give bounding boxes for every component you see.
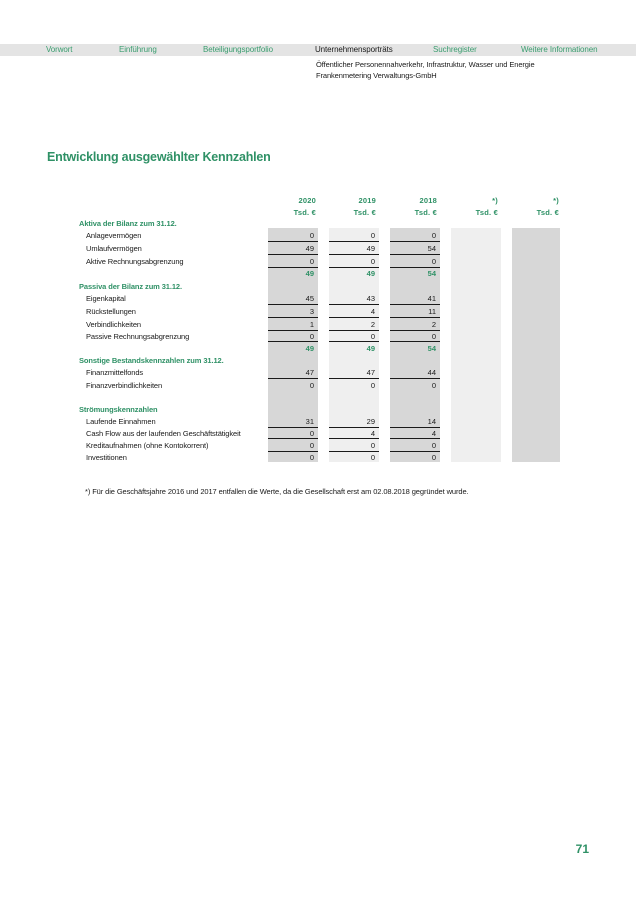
column-header-unit: Tsd. € — [414, 208, 437, 217]
value-2018: 4 — [431, 429, 436, 438]
value-2019: 0 — [370, 231, 375, 240]
value-2018: 0 — [431, 453, 436, 462]
column-header-unit: Tsd. € — [475, 208, 498, 217]
value-2018: 0 — [431, 441, 436, 450]
company-name: Frankenmetering Verwaltungs-GmbH — [316, 71, 437, 80]
total-2018: 54 — [427, 269, 436, 278]
section-title: Sonstige Bestandskennzahlen zum 31.12. — [79, 356, 224, 365]
column-header-year: 2020 — [298, 196, 316, 205]
value-2019: 0 — [370, 453, 375, 462]
row-label: Finanzverbindlichkeiten — [86, 381, 163, 390]
page-number: 71 — [575, 842, 589, 856]
value-2019: 0 — [370, 332, 375, 341]
value-2019: 47 — [366, 368, 375, 377]
table-total-row — [0, 267, 636, 279]
nav-einfuehrung[interactable]: Einführung — [119, 45, 157, 54]
value-2020: 31 — [305, 417, 314, 426]
table-row — [0, 379, 636, 391]
table-section-row — [0, 403, 636, 415]
value-2020: 49 — [305, 244, 314, 253]
table-row — [0, 415, 636, 427]
column-header-year: *) — [492, 196, 498, 205]
table-row — [0, 318, 636, 330]
table-section-row — [0, 354, 636, 366]
total-2020: 49 — [305, 344, 314, 353]
value-2018: 0 — [431, 381, 436, 390]
column-header-year: 2019 — [358, 196, 376, 205]
table-row — [0, 242, 636, 254]
value-2019: 0 — [370, 381, 375, 390]
nav-suchregister[interactable]: Suchregister — [433, 45, 477, 54]
value-2020: 45 — [305, 294, 314, 303]
value-2020: 1 — [309, 320, 314, 329]
value-2019: 2 — [370, 320, 375, 329]
value-2019: 29 — [366, 417, 375, 426]
value-2020: 0 — [309, 381, 314, 390]
value-2020: 0 — [309, 453, 314, 462]
table-row — [0, 366, 636, 378]
value-2019: 0 — [370, 441, 375, 450]
table-section-row — [0, 280, 636, 292]
column-header-unit: Tsd. € — [536, 208, 559, 217]
value-2020: 0 — [309, 441, 314, 450]
value-2018: 0 — [431, 332, 436, 341]
top-navigation — [0, 44, 636, 56]
section-subtitle: Öffentlicher Personennahverkehr, Infrastruktur, Wasser und Energie — [316, 60, 535, 69]
nav-weitere-informationen[interactable]: Weitere Informationen — [521, 45, 598, 54]
value-2019: 43 — [366, 294, 375, 303]
value-2018: 0 — [431, 257, 436, 266]
nav-vorwort[interactable]: Vorwort — [46, 45, 73, 54]
row-label: Finanzmittelfonds — [86, 368, 144, 377]
value-2020: 47 — [305, 368, 314, 377]
value-2018: 0 — [431, 231, 436, 240]
footnote: *) Für die Geschäftsjahre 2016 und 2017 entfallen die Werte, da die Gesellschaft erst am 02.08.2018 gegründet wurde. — [85, 487, 469, 496]
row-label: Eigenkapital — [86, 294, 126, 303]
row-label: Umlaufvermögen — [86, 244, 142, 253]
table-row — [0, 229, 636, 241]
column-header-year: *) — [553, 196, 559, 205]
nav-unternehmensportraets[interactable]: Unternehmensporträts — [315, 45, 393, 54]
row-label: Aktive Rechnungsabgrenzung — [86, 257, 184, 266]
column-header-unit: Tsd. € — [293, 208, 316, 217]
value-2018: 11 — [428, 307, 436, 316]
table-row — [0, 330, 636, 342]
value-2020: 0 — [309, 429, 314, 438]
value-2019: 0 — [370, 257, 375, 266]
nav-beteiligungsportfolio[interactable]: Beteiligungsportfolio — [203, 45, 273, 54]
table-section-row — [0, 217, 636, 229]
value-2020: 0 — [309, 231, 314, 240]
row-label: Verbindlichkeiten — [86, 320, 142, 329]
table-row — [0, 305, 636, 317]
table-row — [0, 451, 636, 463]
value-2019: 4 — [370, 307, 375, 316]
value-2018: 54 — [427, 244, 436, 253]
total-2018: 54 — [427, 344, 436, 353]
section-title: Strömungskennzahlen — [79, 405, 158, 414]
total-2020: 49 — [305, 269, 314, 278]
value-2020: 3 — [309, 307, 314, 316]
row-label: Passive Rechnungsabgrenzung — [86, 332, 190, 341]
value-2020: 0 — [309, 332, 314, 341]
section-title: Aktiva der Bilanz zum 31.12. — [79, 219, 177, 228]
value-2018: 14 — [427, 417, 436, 426]
value-2018: 41 — [427, 294, 436, 303]
page-title: Entwicklung ausgewählter Kennzahlen — [47, 150, 271, 164]
row-label: Rückstellungen — [86, 307, 136, 316]
table-total-row — [0, 342, 636, 354]
table-row — [0, 255, 636, 267]
value-2019: 4 — [370, 429, 375, 438]
table-row — [0, 292, 636, 304]
column-header-unit: Tsd. € — [353, 208, 376, 217]
table-row — [0, 439, 636, 451]
value-2020: 0 — [309, 257, 314, 266]
row-label: Anlagevermögen — [86, 231, 142, 240]
total-2019: 49 — [366, 344, 375, 353]
section-title: Passiva der Bilanz zum 31.12. — [79, 282, 182, 291]
total-2019: 49 — [366, 269, 375, 278]
row-label: Laufende Einnahmen — [86, 417, 156, 426]
value-2019: 49 — [366, 244, 375, 253]
row-label: Kreditaufnahmen (ohne Kontokorrent) — [86, 441, 209, 450]
value-2018: 44 — [427, 368, 436, 377]
row-label: Investitionen — [86, 453, 127, 462]
value-2018: 2 — [431, 320, 436, 329]
row-label: Cash Flow aus der laufenden Geschäftstätigkeit — [86, 429, 241, 438]
table-row — [0, 427, 636, 439]
column-header-year: 2018 — [419, 196, 437, 205]
